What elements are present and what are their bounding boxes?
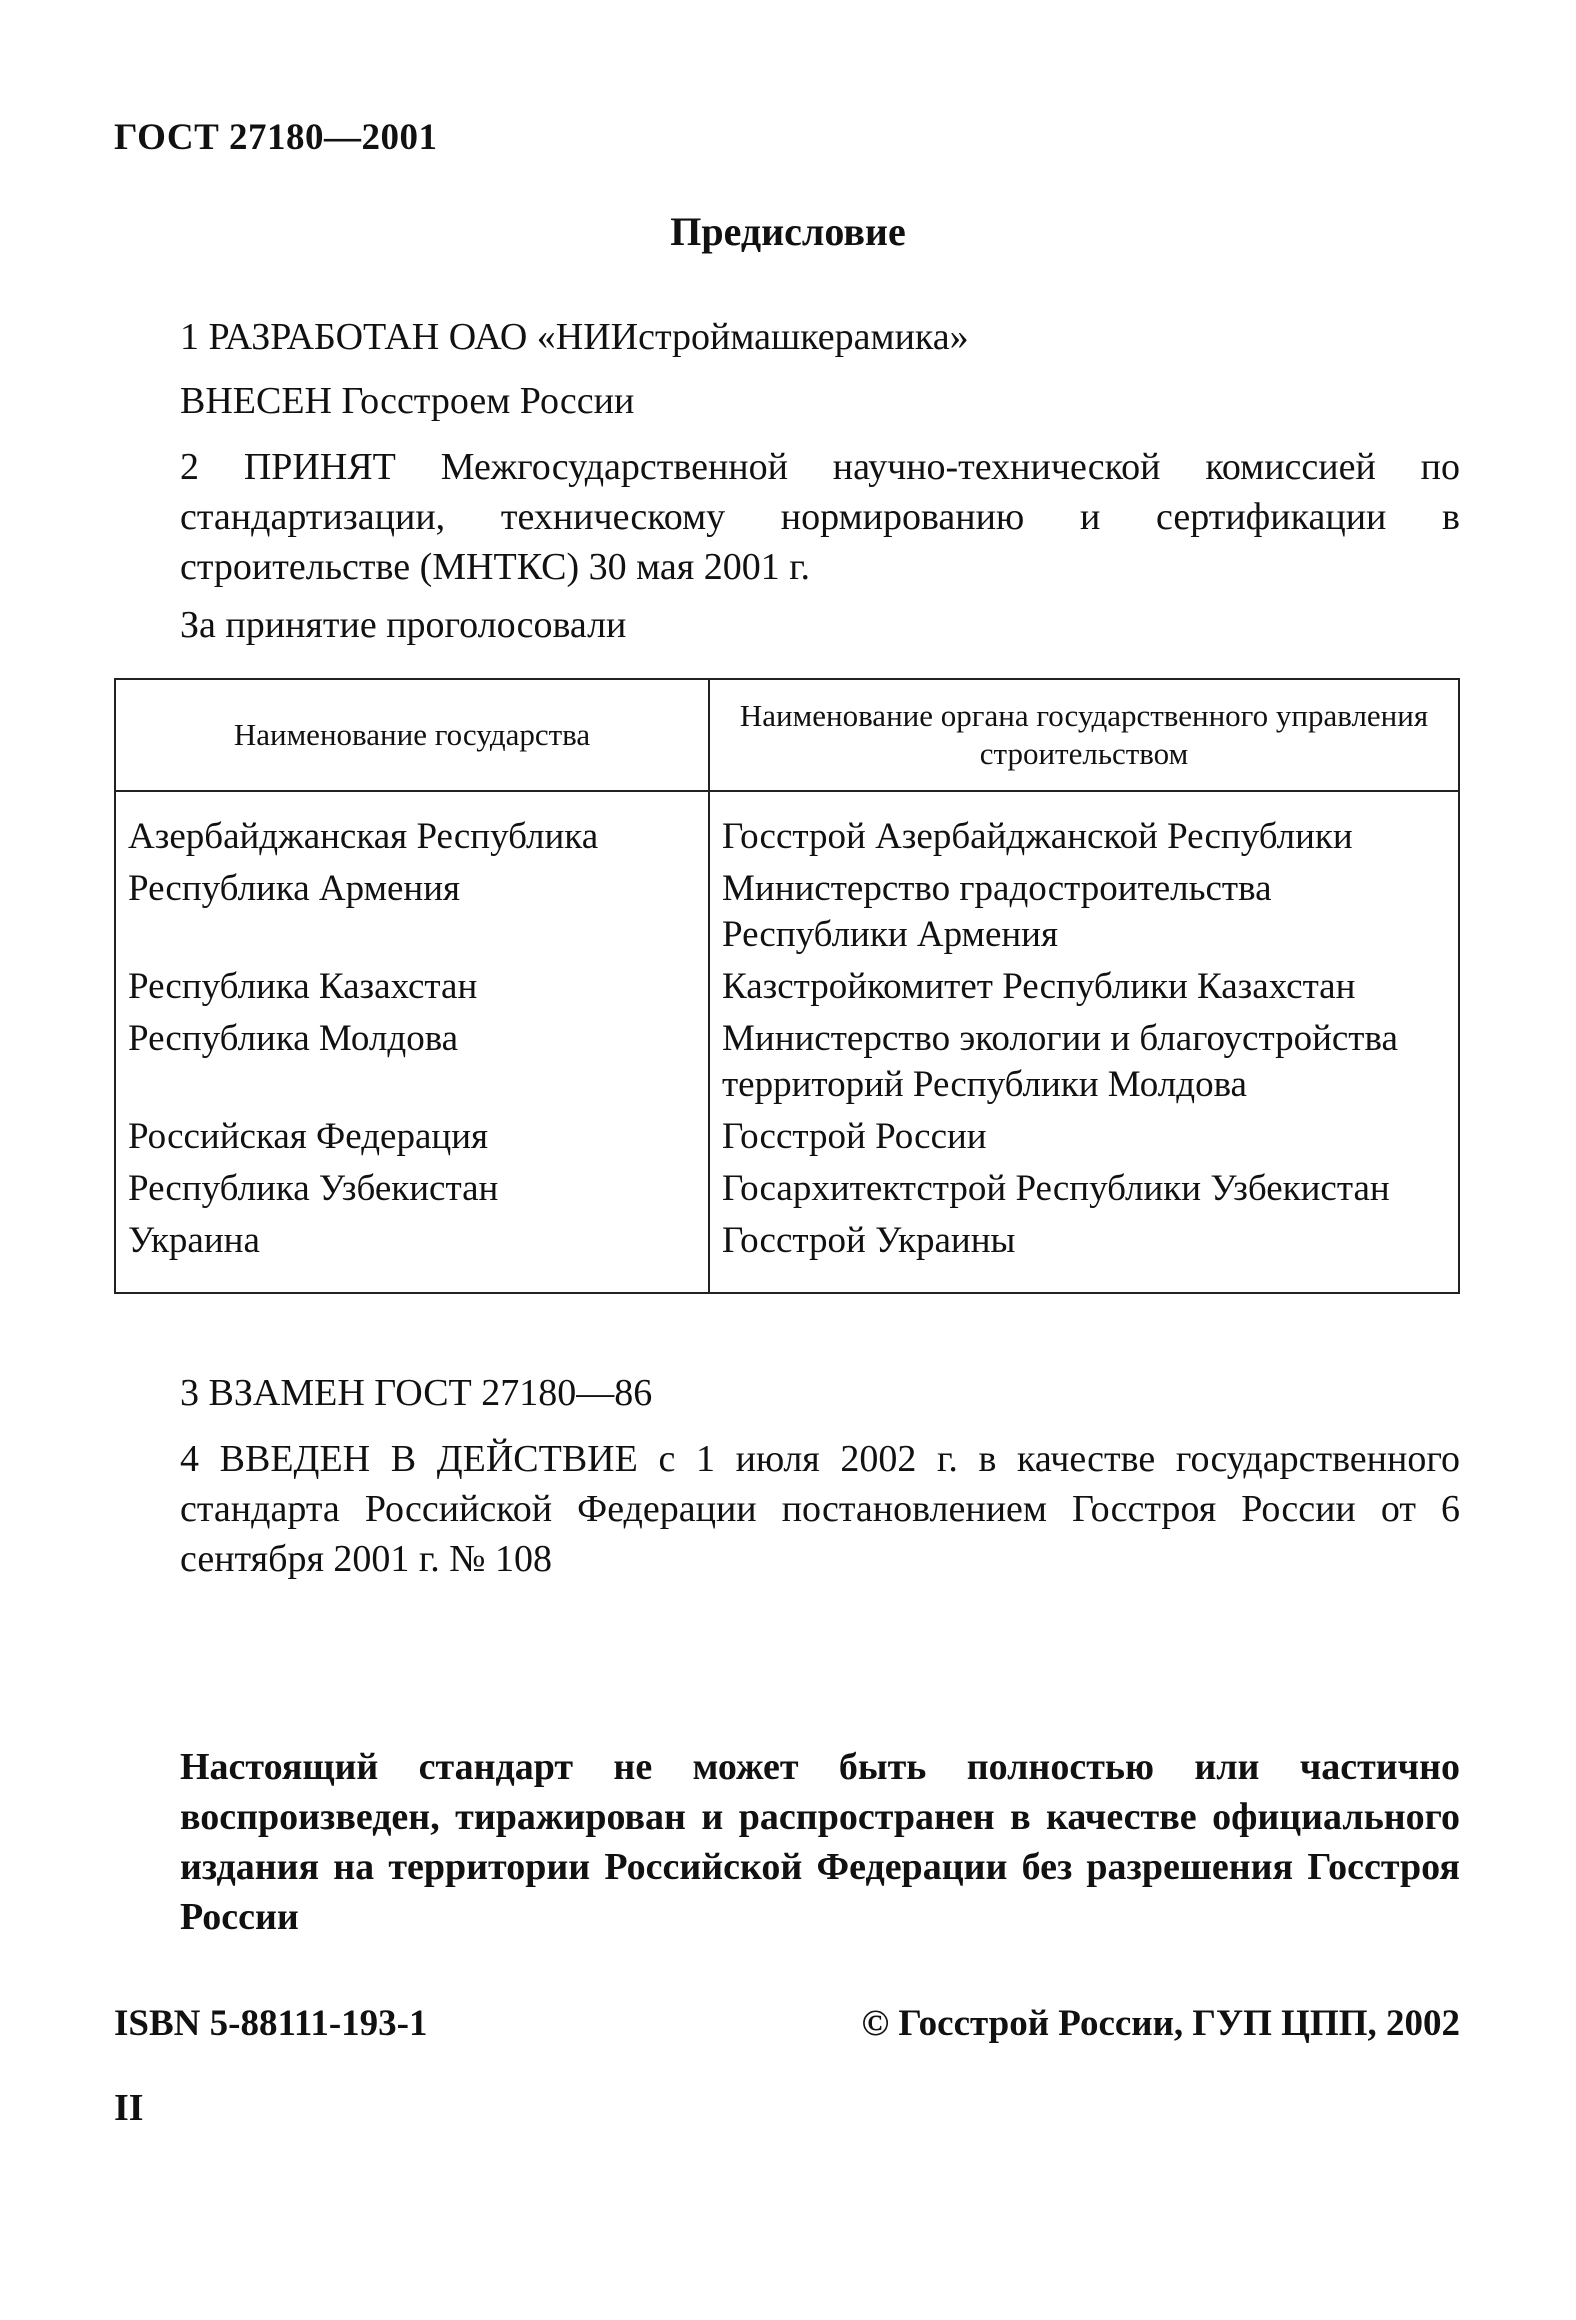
state-cell: Республика Армения bbox=[115, 863, 709, 961]
table-header-body: Наименование органа государственного управления строительством bbox=[709, 679, 1459, 791]
body-cell: Госархитектстрой Республики Узбекистан bbox=[709, 1163, 1459, 1215]
section-voted: За принятие проголосовали bbox=[180, 604, 627, 646]
section-replaces: 3 ВЗАМЕН ГОСТ 27180—86 bbox=[180, 1372, 653, 1414]
state-cell: Республика Молдова bbox=[115, 1013, 709, 1111]
body-cell: Министерство экологии и благоустройства территорий Республики Молдова bbox=[709, 1013, 1459, 1111]
state-cell: Азербайджанская Республика bbox=[115, 791, 709, 863]
table-row bbox=[115, 1013, 1459, 1111]
section-introduced-by: ВНЕСЕН Госстроем России bbox=[180, 380, 635, 422]
document-code: ГОСТ 27180—2001 bbox=[114, 117, 438, 158]
section-adopted bbox=[114, 442, 1460, 592]
table-row bbox=[115, 961, 1459, 1013]
state-cell: Республика Казахстан bbox=[115, 961, 709, 1013]
table-header-state: Наименование государства bbox=[115, 679, 709, 791]
copyright-line: © Госстрой России, ГУП ЦПП, 2002 bbox=[861, 2003, 1460, 2044]
table-row bbox=[115, 791, 1459, 863]
body-cell: Госстрой Азербайджанской Республики bbox=[709, 791, 1459, 863]
state-cell: Украина bbox=[115, 1215, 709, 1293]
section-developed: 1 РАЗРАБОТАН ОАО «НИИстроймашкерамика» bbox=[180, 316, 969, 358]
body-cell: Госстрой Украины bbox=[709, 1215, 1459, 1293]
table-row bbox=[115, 1215, 1459, 1293]
table-row bbox=[115, 1111, 1459, 1163]
section-effective-text: 4 ВВЕДЕН В ДЕЙСТВИЕ с 1 июля 2002 г. в качестве государственного стандарта Российской Федерации постановлением Госстроя России от 6 сентября 2001 г. № 108 bbox=[180, 1438, 1460, 1580]
body-cell: Казстройкомитет Республики Казахстан bbox=[709, 961, 1459, 1013]
body-cell: Госстрой России bbox=[709, 1111, 1459, 1163]
body-cell: Министерство градостроительства Республики Армения bbox=[709, 863, 1459, 961]
section-adopted-text: 2 ПРИНЯТ Межгосударственной научно-технической комиссией по стандартизации, техническому нормированию и сертификации в строительстве (МНТКС) 30 мая 2001 г. bbox=[180, 446, 1460, 588]
section-effective bbox=[114, 1434, 1460, 1584]
copyright-notice-text: Настоящий стандарт не может быть полностью или частично воспроизведен, тиражирован и распространен в качестве официального издания на территории Российской Федерации без разрешения Госстроя России bbox=[180, 1746, 1460, 1938]
table-header-row bbox=[115, 679, 1459, 791]
copyright-notice bbox=[114, 1742, 1460, 1942]
isbn: ISBN 5-88111-193-1 bbox=[114, 2003, 428, 2044]
table-row bbox=[115, 1163, 1459, 1215]
state-cell: Российская Федерация bbox=[115, 1111, 709, 1163]
page-title: Предисловие bbox=[670, 209, 906, 254]
page-number: II bbox=[114, 2087, 144, 2129]
table-row bbox=[115, 863, 1459, 961]
state-cell: Республика Узбекистан bbox=[115, 1163, 709, 1215]
voting-states-table bbox=[114, 678, 1460, 1294]
